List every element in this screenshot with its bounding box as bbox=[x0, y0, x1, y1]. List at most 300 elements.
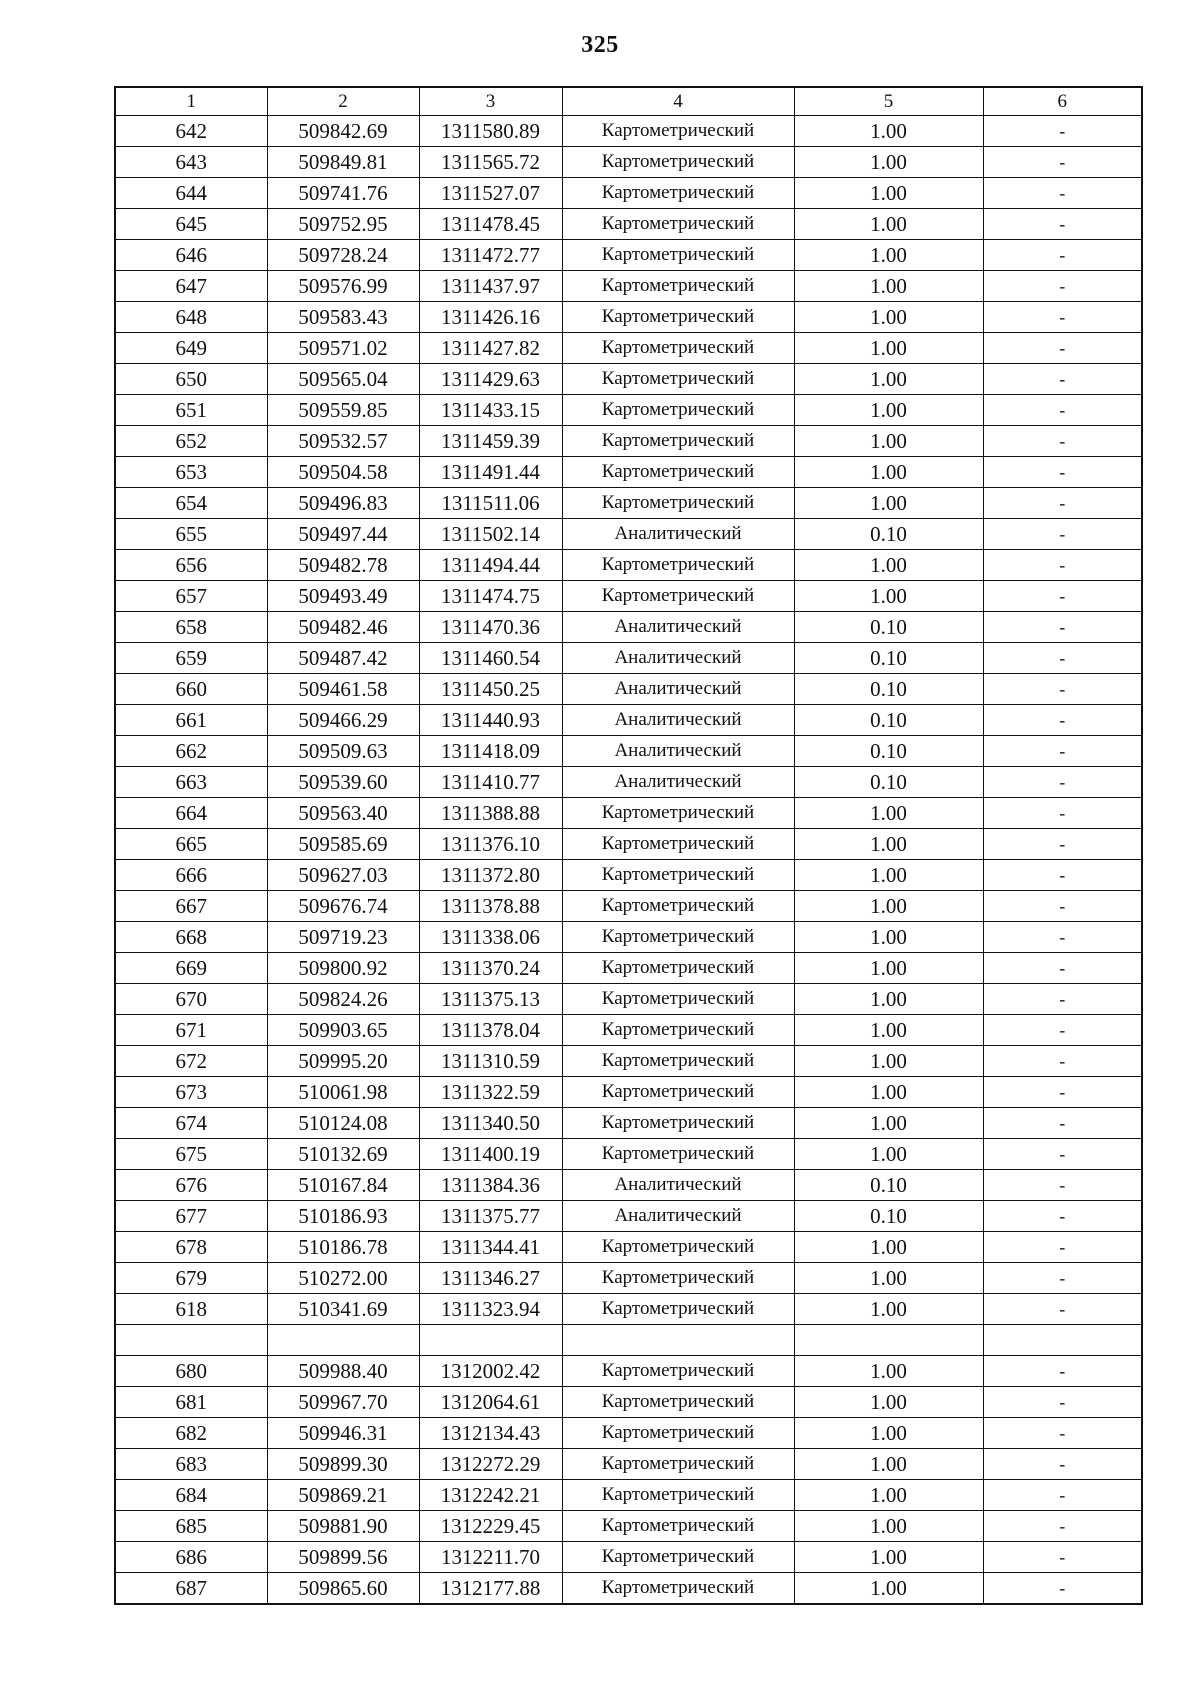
y-coordinate-cell: 1311459.39 bbox=[419, 426, 562, 457]
method-cell: Картометрический bbox=[562, 1449, 794, 1480]
y-coordinate-cell: 1311375.77 bbox=[419, 1201, 562, 1232]
y-coordinate-cell: 1312134.43 bbox=[419, 1418, 562, 1449]
y-coordinate-cell: 1311310.59 bbox=[419, 1046, 562, 1077]
x-coordinate-cell: 510132.69 bbox=[267, 1139, 419, 1170]
note-cell: - bbox=[983, 1077, 1142, 1108]
x-coordinate-cell: 509903.65 bbox=[267, 1015, 419, 1046]
y-coordinate-cell: 1311388.88 bbox=[419, 798, 562, 829]
point-number-cell bbox=[115, 1325, 267, 1356]
point-number-cell: 679 bbox=[115, 1263, 267, 1294]
point-number-cell: 665 bbox=[115, 829, 267, 860]
point-number-cell: 678 bbox=[115, 1232, 267, 1263]
accuracy-cell: 1.00 bbox=[794, 1387, 983, 1418]
table-row bbox=[115, 1418, 1142, 1449]
y-coordinate-cell: 1311410.77 bbox=[419, 767, 562, 798]
point-number-cell: 648 bbox=[115, 302, 267, 333]
note-cell: - bbox=[983, 178, 1142, 209]
method-cell: Аналитический bbox=[562, 674, 794, 705]
accuracy-cell: 1.00 bbox=[794, 1232, 983, 1263]
table-row bbox=[115, 860, 1142, 891]
point-number-cell: 618 bbox=[115, 1294, 267, 1325]
note-cell: - bbox=[983, 488, 1142, 519]
x-coordinate-cell: 510167.84 bbox=[267, 1170, 419, 1201]
accuracy-cell: 1.00 bbox=[794, 1573, 983, 1605]
method-cell: Картометрический bbox=[562, 178, 794, 209]
y-coordinate-cell: 1311376.10 bbox=[419, 829, 562, 860]
note-cell: - bbox=[983, 302, 1142, 333]
table-row bbox=[115, 984, 1142, 1015]
note-cell: - bbox=[983, 209, 1142, 240]
y-coordinate-cell bbox=[419, 1325, 562, 1356]
accuracy-cell: 0.10 bbox=[794, 643, 983, 674]
accuracy-cell: 1.00 bbox=[794, 333, 983, 364]
table-row bbox=[115, 1232, 1142, 1263]
note-cell: - bbox=[983, 1511, 1142, 1542]
x-coordinate-cell: 509461.58 bbox=[267, 674, 419, 705]
method-cell: Аналитический bbox=[562, 736, 794, 767]
point-number-cell: 675 bbox=[115, 1139, 267, 1170]
method-cell: Аналитический bbox=[562, 643, 794, 674]
note-cell: - bbox=[983, 271, 1142, 302]
note-cell: - bbox=[983, 1170, 1142, 1201]
table-row bbox=[115, 674, 1142, 705]
table-row bbox=[115, 519, 1142, 550]
note-cell: - bbox=[983, 395, 1142, 426]
method-cell: Картометрический bbox=[562, 364, 794, 395]
note-cell: - bbox=[983, 1480, 1142, 1511]
table-row bbox=[115, 581, 1142, 612]
column-header-5: 5 bbox=[794, 87, 983, 116]
point-number-cell: 676 bbox=[115, 1170, 267, 1201]
note-cell: - bbox=[983, 953, 1142, 984]
method-cell: Картометрический bbox=[562, 1108, 794, 1139]
table-row bbox=[115, 1325, 1142, 1356]
table-row bbox=[115, 1573, 1142, 1605]
point-number-cell: 644 bbox=[115, 178, 267, 209]
point-number-cell: 672 bbox=[115, 1046, 267, 1077]
point-number-cell: 671 bbox=[115, 1015, 267, 1046]
y-coordinate-cell: 1311478.45 bbox=[419, 209, 562, 240]
y-coordinate-cell: 1311502.14 bbox=[419, 519, 562, 550]
method-cell: Картометрический bbox=[562, 1232, 794, 1263]
table-row bbox=[115, 1263, 1142, 1294]
column-header-3: 3 bbox=[419, 87, 562, 116]
point-number-cell: 687 bbox=[115, 1573, 267, 1605]
x-coordinate-cell: 509849.81 bbox=[267, 147, 419, 178]
x-coordinate-cell: 509719.23 bbox=[267, 922, 419, 953]
method-cell: Картометрический bbox=[562, 1294, 794, 1325]
point-number-cell: 685 bbox=[115, 1511, 267, 1542]
method-cell: Картометрический bbox=[562, 984, 794, 1015]
note-cell: - bbox=[983, 116, 1142, 147]
accuracy-cell: 1.00 bbox=[794, 860, 983, 891]
note-cell: - bbox=[983, 798, 1142, 829]
table-row bbox=[115, 178, 1142, 209]
accuracy-cell: 1.00 bbox=[794, 457, 983, 488]
note-cell: - bbox=[983, 984, 1142, 1015]
y-coordinate-cell: 1312064.61 bbox=[419, 1387, 562, 1418]
table-row bbox=[115, 1387, 1142, 1418]
x-coordinate-cell: 509800.92 bbox=[267, 953, 419, 984]
accuracy-cell: 1.00 bbox=[794, 1015, 983, 1046]
table-row bbox=[115, 891, 1142, 922]
method-cell: Картометрический bbox=[562, 1046, 794, 1077]
y-coordinate-cell: 1311340.50 bbox=[419, 1108, 562, 1139]
y-coordinate-cell: 1311323.94 bbox=[419, 1294, 562, 1325]
method-cell: Картометрический bbox=[562, 240, 794, 271]
x-coordinate-cell: 509583.43 bbox=[267, 302, 419, 333]
note-cell: - bbox=[983, 1263, 1142, 1294]
y-coordinate-cell: 1311470.36 bbox=[419, 612, 562, 643]
y-coordinate-cell: 1311346.27 bbox=[419, 1263, 562, 1294]
point-number-cell: 674 bbox=[115, 1108, 267, 1139]
note-cell bbox=[983, 1325, 1142, 1356]
accuracy-cell: 1.00 bbox=[794, 1046, 983, 1077]
note-cell: - bbox=[983, 1232, 1142, 1263]
point-number-cell: 647 bbox=[115, 271, 267, 302]
table-row bbox=[115, 457, 1142, 488]
point-number-cell: 668 bbox=[115, 922, 267, 953]
note-cell: - bbox=[983, 1015, 1142, 1046]
y-coordinate-cell: 1311580.89 bbox=[419, 116, 562, 147]
x-coordinate-cell: 509466.29 bbox=[267, 705, 419, 736]
x-coordinate-cell: 509504.58 bbox=[267, 457, 419, 488]
x-coordinate-cell: 509995.20 bbox=[267, 1046, 419, 1077]
method-cell: Картометрический bbox=[562, 1511, 794, 1542]
point-number-cell: 662 bbox=[115, 736, 267, 767]
point-number-cell: 653 bbox=[115, 457, 267, 488]
method-cell: Аналитический bbox=[562, 767, 794, 798]
table-row bbox=[115, 1108, 1142, 1139]
y-coordinate-cell: 1311491.44 bbox=[419, 457, 562, 488]
point-number-cell: 664 bbox=[115, 798, 267, 829]
page-number: 325 bbox=[581, 32, 619, 58]
note-cell: - bbox=[983, 1356, 1142, 1387]
point-number-cell: 681 bbox=[115, 1387, 267, 1418]
table-row bbox=[115, 488, 1142, 519]
method-cell: Картометрический bbox=[562, 891, 794, 922]
accuracy-cell: 1.00 bbox=[794, 116, 983, 147]
method-cell: Картометрический bbox=[562, 116, 794, 147]
method-cell: Картометрический bbox=[562, 457, 794, 488]
x-coordinate-cell: 509752.95 bbox=[267, 209, 419, 240]
table-row bbox=[115, 1170, 1142, 1201]
method-cell: Картометрический bbox=[562, 798, 794, 829]
table-row bbox=[115, 829, 1142, 860]
y-coordinate-cell: 1311472.77 bbox=[419, 240, 562, 271]
method-cell: Картометрический bbox=[562, 581, 794, 612]
accuracy-cell: 0.10 bbox=[794, 767, 983, 798]
x-coordinate-cell: 509565.04 bbox=[267, 364, 419, 395]
y-coordinate-cell: 1312242.21 bbox=[419, 1480, 562, 1511]
x-coordinate-cell: 509571.02 bbox=[267, 333, 419, 364]
accuracy-cell: 1.00 bbox=[794, 147, 983, 178]
accuracy-cell: 1.00 bbox=[794, 829, 983, 860]
table-row bbox=[115, 302, 1142, 333]
note-cell: - bbox=[983, 736, 1142, 767]
x-coordinate-cell: 509865.60 bbox=[267, 1573, 419, 1605]
x-coordinate-cell: 509967.70 bbox=[267, 1387, 419, 1418]
accuracy-cell: 1.00 bbox=[794, 1139, 983, 1170]
method-cell: Картометрический bbox=[562, 860, 794, 891]
x-coordinate-cell: 509988.40 bbox=[267, 1356, 419, 1387]
x-coordinate-cell: 509627.03 bbox=[267, 860, 419, 891]
note-cell: - bbox=[983, 364, 1142, 395]
accuracy-cell: 1.00 bbox=[794, 1263, 983, 1294]
note-cell: - bbox=[983, 519, 1142, 550]
accuracy-cell: 1.00 bbox=[794, 209, 983, 240]
y-coordinate-cell: 1311372.80 bbox=[419, 860, 562, 891]
point-number-cell: 657 bbox=[115, 581, 267, 612]
x-coordinate-cell: 509899.56 bbox=[267, 1542, 419, 1573]
point-number-cell: 667 bbox=[115, 891, 267, 922]
coordinates-table bbox=[114, 86, 1143, 1605]
x-coordinate-cell: 509869.21 bbox=[267, 1480, 419, 1511]
table-row bbox=[115, 767, 1142, 798]
y-coordinate-cell: 1311400.19 bbox=[419, 1139, 562, 1170]
method-cell: Картометрический bbox=[562, 1542, 794, 1573]
table-row bbox=[115, 1480, 1142, 1511]
accuracy-cell: 1.00 bbox=[794, 953, 983, 984]
accuracy-cell: 1.00 bbox=[794, 1542, 983, 1573]
accuracy-cell: 1.00 bbox=[794, 1077, 983, 1108]
y-coordinate-cell: 1311565.72 bbox=[419, 147, 562, 178]
x-coordinate-cell: 509899.30 bbox=[267, 1449, 419, 1480]
method-cell: Картометрический bbox=[562, 209, 794, 240]
x-coordinate-cell: 509482.78 bbox=[267, 550, 419, 581]
column-header-1: 1 bbox=[115, 87, 267, 116]
y-coordinate-cell: 1311474.75 bbox=[419, 581, 562, 612]
point-number-cell: 651 bbox=[115, 395, 267, 426]
method-cell: Картометрический bbox=[562, 395, 794, 426]
accuracy-cell: 1.00 bbox=[794, 395, 983, 426]
x-coordinate-cell: 510061.98 bbox=[267, 1077, 419, 1108]
method-cell: Картометрический bbox=[562, 333, 794, 364]
method-cell: Картометрический bbox=[562, 302, 794, 333]
y-coordinate-cell: 1311426.16 bbox=[419, 302, 562, 333]
y-coordinate-cell: 1311494.44 bbox=[419, 550, 562, 581]
point-number-cell: 652 bbox=[115, 426, 267, 457]
point-number-cell: 656 bbox=[115, 550, 267, 581]
point-number-cell: 670 bbox=[115, 984, 267, 1015]
y-coordinate-cell: 1311433.15 bbox=[419, 395, 562, 426]
table-row bbox=[115, 395, 1142, 426]
accuracy-cell: 1.00 bbox=[794, 488, 983, 519]
table-row bbox=[115, 147, 1142, 178]
point-number-cell: 661 bbox=[115, 705, 267, 736]
note-cell: - bbox=[983, 922, 1142, 953]
table-row bbox=[115, 736, 1142, 767]
note-cell: - bbox=[983, 891, 1142, 922]
method-cell: Аналитический bbox=[562, 1170, 794, 1201]
accuracy-cell: 0.10 bbox=[794, 1201, 983, 1232]
accuracy-cell: 1.00 bbox=[794, 798, 983, 829]
accuracy-cell: 1.00 bbox=[794, 240, 983, 271]
y-coordinate-cell: 1311429.63 bbox=[419, 364, 562, 395]
y-coordinate-cell: 1311344.41 bbox=[419, 1232, 562, 1263]
note-cell: - bbox=[983, 1573, 1142, 1605]
x-coordinate-cell: 509493.49 bbox=[267, 581, 419, 612]
method-cell: Картометрический bbox=[562, 922, 794, 953]
x-coordinate-cell: 509532.57 bbox=[267, 426, 419, 457]
table-row bbox=[115, 1294, 1142, 1325]
method-cell: Картометрический bbox=[562, 1263, 794, 1294]
method-cell: Картометрический bbox=[562, 147, 794, 178]
y-coordinate-cell: 1312211.70 bbox=[419, 1542, 562, 1573]
accuracy-cell: 0.10 bbox=[794, 612, 983, 643]
y-coordinate-cell: 1311460.54 bbox=[419, 643, 562, 674]
method-cell: Аналитический bbox=[562, 705, 794, 736]
method-cell: Картометрический bbox=[562, 1015, 794, 1046]
table-row bbox=[115, 1542, 1142, 1573]
table-row bbox=[115, 1511, 1142, 1542]
table-row bbox=[115, 1015, 1142, 1046]
x-coordinate-cell bbox=[267, 1325, 419, 1356]
point-number-cell: 642 bbox=[115, 116, 267, 147]
accuracy-cell: 1.00 bbox=[794, 1108, 983, 1139]
column-header-2: 2 bbox=[267, 87, 419, 116]
table-row bbox=[115, 1077, 1142, 1108]
table-row bbox=[115, 643, 1142, 674]
x-coordinate-cell: 510341.69 bbox=[267, 1294, 419, 1325]
table-row bbox=[115, 922, 1142, 953]
note-cell: - bbox=[983, 550, 1142, 581]
table-header bbox=[115, 87, 1142, 116]
x-coordinate-cell: 509676.74 bbox=[267, 891, 419, 922]
note-cell: - bbox=[983, 1201, 1142, 1232]
method-cell: Картометрический bbox=[562, 1573, 794, 1605]
x-coordinate-cell: 510186.78 bbox=[267, 1232, 419, 1263]
point-number-cell: 659 bbox=[115, 643, 267, 674]
point-number-cell: 669 bbox=[115, 953, 267, 984]
column-header-6: 6 bbox=[983, 87, 1142, 116]
accuracy-cell: 1.00 bbox=[794, 891, 983, 922]
accuracy-cell: 0.10 bbox=[794, 705, 983, 736]
x-coordinate-cell: 509946.31 bbox=[267, 1418, 419, 1449]
accuracy-cell: 0.10 bbox=[794, 674, 983, 705]
x-coordinate-cell: 510272.00 bbox=[267, 1263, 419, 1294]
accuracy-cell bbox=[794, 1325, 983, 1356]
method-cell: Картометрический bbox=[562, 488, 794, 519]
method-cell: Картометрический bbox=[562, 1356, 794, 1387]
note-cell: - bbox=[983, 829, 1142, 860]
point-number-cell: 645 bbox=[115, 209, 267, 240]
point-number-cell: 646 bbox=[115, 240, 267, 271]
accuracy-cell: 0.10 bbox=[794, 736, 983, 767]
y-coordinate-cell: 1311370.24 bbox=[419, 953, 562, 984]
accuracy-cell: 1.00 bbox=[794, 426, 983, 457]
note-cell: - bbox=[983, 643, 1142, 674]
accuracy-cell: 1.00 bbox=[794, 178, 983, 209]
y-coordinate-cell: 1311427.82 bbox=[419, 333, 562, 364]
x-coordinate-cell: 509482.46 bbox=[267, 612, 419, 643]
note-cell: - bbox=[983, 1542, 1142, 1573]
table-row bbox=[115, 333, 1142, 364]
method-cell: Картометрический bbox=[562, 1139, 794, 1170]
table-row bbox=[115, 240, 1142, 271]
accuracy-cell: 1.00 bbox=[794, 581, 983, 612]
y-coordinate-cell: 1311450.25 bbox=[419, 674, 562, 705]
table-row bbox=[115, 426, 1142, 457]
accuracy-cell: 1.00 bbox=[794, 302, 983, 333]
accuracy-cell: 1.00 bbox=[794, 271, 983, 302]
table-row bbox=[115, 953, 1142, 984]
x-coordinate-cell: 509585.69 bbox=[267, 829, 419, 860]
y-coordinate-cell: 1311378.88 bbox=[419, 891, 562, 922]
y-coordinate-cell: 1312229.45 bbox=[419, 1511, 562, 1542]
method-cell: Аналитический bbox=[562, 1201, 794, 1232]
point-number-cell: 654 bbox=[115, 488, 267, 519]
table-row bbox=[115, 798, 1142, 829]
x-coordinate-cell: 509497.44 bbox=[267, 519, 419, 550]
y-coordinate-cell: 1311527.07 bbox=[419, 178, 562, 209]
y-coordinate-cell: 1311375.13 bbox=[419, 984, 562, 1015]
x-coordinate-cell: 509881.90 bbox=[267, 1511, 419, 1542]
y-coordinate-cell: 1311322.59 bbox=[419, 1077, 562, 1108]
note-cell: - bbox=[983, 581, 1142, 612]
accuracy-cell: 1.00 bbox=[794, 1449, 983, 1480]
table-body bbox=[115, 116, 1142, 1605]
y-coordinate-cell: 1311378.04 bbox=[419, 1015, 562, 1046]
point-number-cell: 655 bbox=[115, 519, 267, 550]
y-coordinate-cell: 1311511.06 bbox=[419, 488, 562, 519]
note-cell: - bbox=[983, 1418, 1142, 1449]
x-coordinate-cell: 509487.42 bbox=[267, 643, 419, 674]
note-cell: - bbox=[983, 860, 1142, 891]
point-number-cell: 660 bbox=[115, 674, 267, 705]
accuracy-cell: 1.00 bbox=[794, 364, 983, 395]
note-cell: - bbox=[983, 240, 1142, 271]
x-coordinate-cell: 509539.60 bbox=[267, 767, 419, 798]
method-cell: Картометрический bbox=[562, 1480, 794, 1511]
note-cell: - bbox=[983, 767, 1142, 798]
note-cell: - bbox=[983, 1108, 1142, 1139]
x-coordinate-cell: 509509.63 bbox=[267, 736, 419, 767]
x-coordinate-cell: 509559.85 bbox=[267, 395, 419, 426]
table-row bbox=[115, 1449, 1142, 1480]
method-cell: Картометрический bbox=[562, 550, 794, 581]
x-coordinate-cell: 509496.83 bbox=[267, 488, 419, 519]
y-coordinate-cell: 1311338.06 bbox=[419, 922, 562, 953]
note-cell: - bbox=[983, 1294, 1142, 1325]
x-coordinate-cell: 509563.40 bbox=[267, 798, 419, 829]
accuracy-cell: 1.00 bbox=[794, 1511, 983, 1542]
method-cell: Аналитический bbox=[562, 612, 794, 643]
accuracy-cell: 0.10 bbox=[794, 1170, 983, 1201]
column-header-4: 4 bbox=[562, 87, 794, 116]
table-row bbox=[115, 612, 1142, 643]
point-number-cell: 680 bbox=[115, 1356, 267, 1387]
note-cell: - bbox=[983, 426, 1142, 457]
point-number-cell: 643 bbox=[115, 147, 267, 178]
x-coordinate-cell: 510124.08 bbox=[267, 1108, 419, 1139]
table-row bbox=[115, 364, 1142, 395]
table-row bbox=[115, 116, 1142, 147]
y-coordinate-cell: 1312177.88 bbox=[419, 1573, 562, 1605]
table-row bbox=[115, 209, 1142, 240]
point-number-cell: 649 bbox=[115, 333, 267, 364]
header-row bbox=[115, 87, 1142, 116]
table-row bbox=[115, 550, 1142, 581]
note-cell: - bbox=[983, 457, 1142, 488]
method-cell: Картометрический bbox=[562, 829, 794, 860]
point-number-cell: 684 bbox=[115, 1480, 267, 1511]
note-cell: - bbox=[983, 612, 1142, 643]
accuracy-cell: 1.00 bbox=[794, 1418, 983, 1449]
table-row bbox=[115, 271, 1142, 302]
method-cell: Картометрический bbox=[562, 1387, 794, 1418]
table-row bbox=[115, 1356, 1142, 1387]
